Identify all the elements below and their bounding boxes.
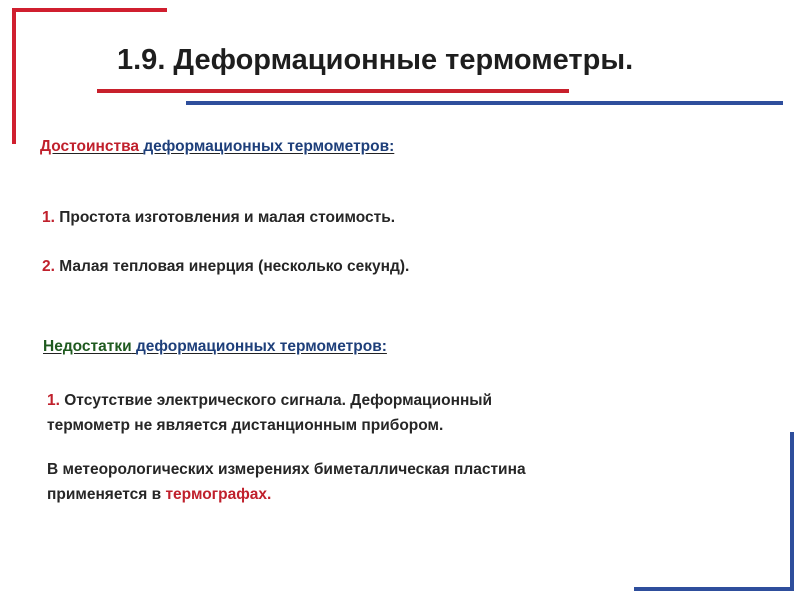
advantages-heading bbox=[40, 138, 394, 156]
advantage-item-1-number: 1. bbox=[42, 209, 55, 226]
disadvantage-item-1-number: 1. bbox=[47, 392, 60, 409]
advantage-item-1 bbox=[42, 205, 395, 230]
thermograph-note-highlight: термографах. bbox=[165, 486, 272, 503]
bottom-right-blue-frame-horizontal bbox=[634, 587, 794, 591]
disadvantage-item-1 bbox=[47, 388, 492, 438]
top-left-red-frame-vertical bbox=[12, 8, 16, 144]
title-blue-underline bbox=[186, 101, 783, 105]
advantages-heading-rest: деформационных термометров: bbox=[143, 138, 395, 155]
thermograph-note-line2-prefix: применяется в bbox=[47, 486, 162, 503]
advantage-item-2 bbox=[42, 254, 409, 279]
thermograph-note bbox=[47, 457, 526, 507]
slide-title: 1.9. Деформационные термометры. bbox=[117, 44, 634, 76]
advantage-item-2-text: Малая тепловая инерция (несколько секунд). bbox=[59, 258, 410, 275]
disadvantages-heading-keyword: Недостатки bbox=[43, 338, 132, 355]
disadvantage-item-1-line2: термометр не является дистанционным прибором. bbox=[47, 417, 444, 434]
bottom-right-blue-frame-vertical bbox=[790, 432, 794, 591]
disadvantages-heading-rest: деформационных термометров: bbox=[135, 338, 387, 355]
advantage-item-1-text: Простота изготовления и малая стоимость. bbox=[59, 209, 396, 226]
advantages-heading-keyword: Достоинства bbox=[40, 138, 140, 155]
title-red-underline bbox=[97, 89, 569, 93]
thermograph-note-line1: В метеорологических измерениях биметаллическая пластина bbox=[47, 461, 526, 478]
disadvantage-item-1-line1: Отсутствие электрического сигнала. Деформационный bbox=[64, 392, 493, 409]
disadvantages-heading bbox=[43, 338, 387, 356]
top-left-red-frame-horizontal bbox=[12, 8, 167, 12]
advantage-item-2-number: 2. bbox=[42, 258, 55, 275]
